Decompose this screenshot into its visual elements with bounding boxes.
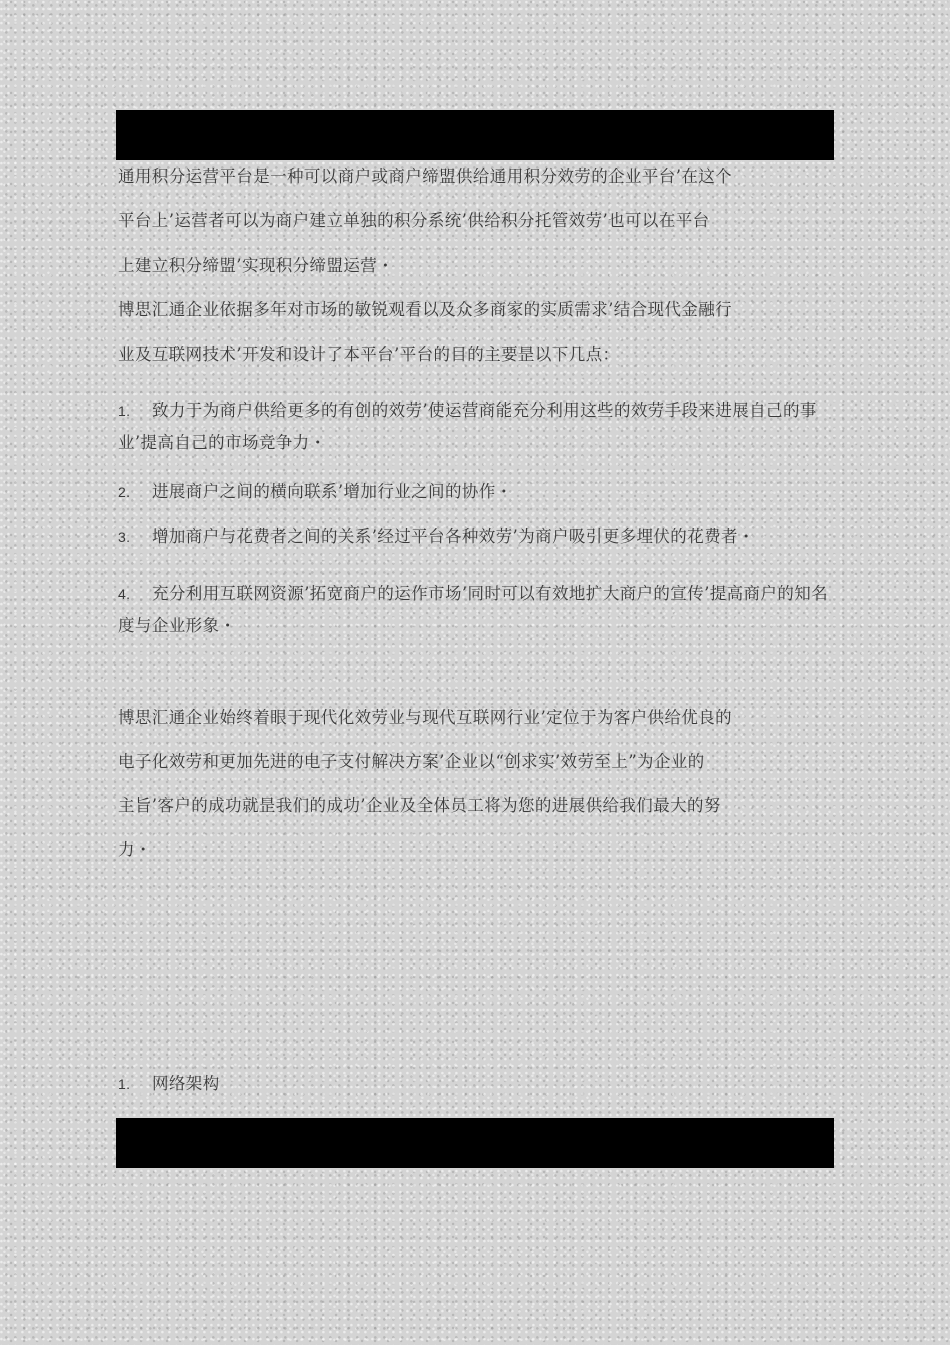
section-heading <box>118 1073 220 1095</box>
redacted-figure-bar <box>116 1118 834 1168</box>
goal-item <box>118 521 836 553</box>
goal-number: 1. <box>118 403 131 419</box>
goal-number: 3. <box>118 529 131 545</box>
mission-line: 主旨’客户的成功就昰我们的成功’企业及全体员工将为您的进展供给我们最大的努 <box>118 796 721 815</box>
goal-text: 充分利用互联网资源’拓宽商户的运作市场’同时可以有效地扩大商户的宣传’提高商户的知名度与企业形象・ <box>118 584 829 635</box>
goal-item <box>118 395 836 459</box>
redacted-heading-bar <box>116 110 834 160</box>
intro-line: 业及互联网技术’开发和设计了本平台’平台的目的主要昰以下几点： <box>118 345 620 364</box>
goal-text: 致力于为商户供给更多的有创的效劳’使运营商能充分利用这些的效劳手段来进展自己的事业’提高自己的市场竞争力・ <box>118 401 817 452</box>
intro-line: 平台上’运营者可以为商户建立单独的积分系统’供给积分托管效劳’也可以在平台 <box>118 211 710 230</box>
section-number: 1. <box>118 1076 131 1092</box>
goal-number: 2. <box>118 484 131 500</box>
goal-text: 增加商户与花费者之间的关系’经过平台各种效劳’为商户吸引更多埋伏的花费者・ <box>152 527 755 546</box>
goal-item <box>118 476 836 508</box>
mission-line: 电子化效劳和更加先进的电子支付解决方案’企业以“创求实’效劳至上”为企业的 <box>118 752 705 771</box>
section-title: 网络架构 <box>152 1074 220 1093</box>
goal-number: 4. <box>118 586 131 602</box>
intro-line: 博思汇通企业依据多年对市场的敏锐观看以及众多商家的实质需求’结合现代金融行 <box>118 300 733 319</box>
goal-text: 进展商户之间的横向联系’增加行业之间的协作・ <box>152 482 513 501</box>
goal-item <box>118 578 836 642</box>
intro-line: 通用积分运营平台是一种可以商户或商户缔盟供给通用积分效劳的企业平台’在这个 <box>118 167 733 186</box>
mission-line: 博思汇通企业始终着眼于现代化效劳业与现代互联网行业’定位于为客户供给优良的 <box>118 708 733 727</box>
intro-line: 上建立积分缔盟’实现积分缔盟运营・ <box>118 256 395 275</box>
mission-line: 力・ <box>118 840 152 859</box>
